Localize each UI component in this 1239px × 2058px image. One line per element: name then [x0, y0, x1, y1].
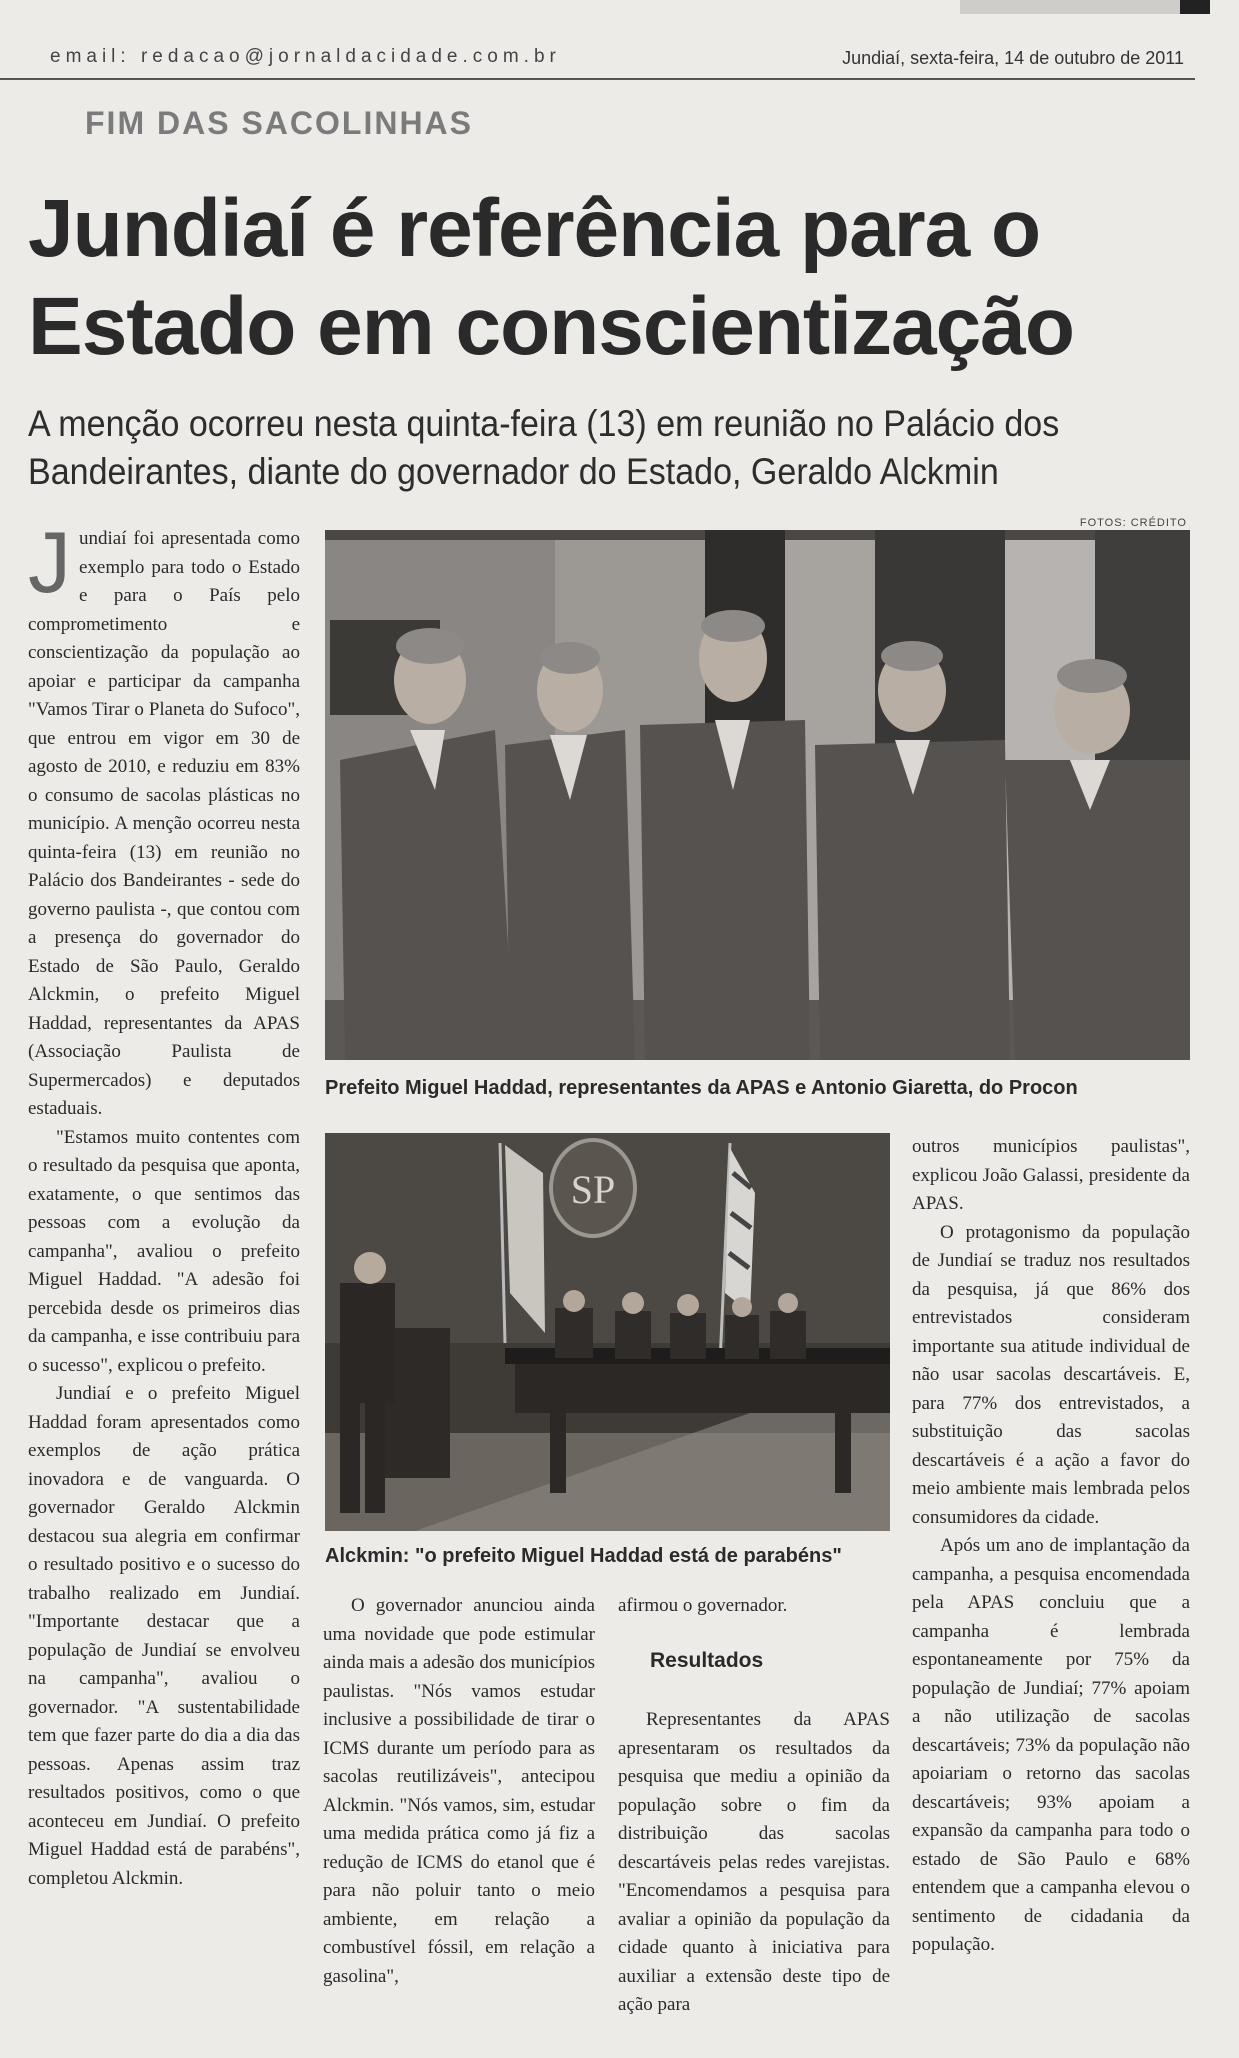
section-kicker: FIM DAS SACOLINHAS — [85, 105, 473, 141]
paragraph-2: "Estamos muito contentes com o resultado da pesquisa que aponta, exatamente, o que sentimos das pessoas com a evolução da campanha", avaliou o prefeito Miguel Haddad. "A adesão foi percebida desde os primeiros dias da campanha, e isse contribuiu para o sucesso", explicou o prefeito. — [28, 1126, 300, 1376]
paragraph-3: Jundiaí e o prefeito Miguel Haddad foram apresentados como exemplos de ação prática inovadora e de vanguarda. O governador Geraldo Alckmin destacou sua alegria em confirmar o resultado positivo e o sucesso do trabalho realizado em Jundiaí. "Importante destacar que a população de Jundiaí se envolveu na campanha", avaliou o governador. "A sustentabilidade tem que fazer parte do dia a dia das pessoas. Apenas assim traz resultados positivos, como o que aconteceu em Jundiaí. O prefeito Miguel Haddad está de parabéns", completou Alckmin. — [28, 1383, 300, 1889]
column-3 — [618, 1592, 890, 1621]
subheadline — [28, 400, 1086, 496]
photo-credit: FOTOS: CRÉDITO — [1079, 517, 1187, 529]
headline — [28, 180, 1178, 376]
paragraph-1: Jundiaí foi apresentada como exemplo para todo o Estado e para o País pelo comprometimento e conscientização da população ao apoiar e participar da campanha "Vamos Tirar o Planeta do Sufoco", que entrou em vigor em 30 de agosto de 2010, e reduziu em 83% o consumo de sacolas plásticas no município. A menção ocorreu nesta quinta-feira (13) em reunião no Palácio dos Bandeirantes - sede do governo paulista -, que contou com a presença do governador do Estado de São Paulo, Geraldo Alckmin, o prefeito Miguel Haddad, representantes da APAS (Associação Paulista de Supermercados) e deputados estaduais. — [28, 515, 300, 1119]
subheadline-line-2: Bandeirantes, diante do governador do Estado, Geraldo Alckmin — [28, 451, 999, 492]
column-1 — [28, 515, 300, 1893]
column-2 — [323, 1592, 595, 1991]
paragraph-5: afirmou o governador. — [618, 1595, 788, 1616]
meeting-photo — [325, 1133, 890, 1531]
paragraph-7: outros municípios paulistas", explicou João Galassi, presidente da APAS. — [912, 1136, 1190, 1214]
column-3-body — [618, 1706, 890, 2020]
photo-caption-1: Prefeito Miguel Haddad, representantes da APAS e Antonio Giaretta, do Procon — [325, 1077, 1078, 1099]
drop-cap: J — [28, 515, 71, 611]
sp-emblem-text: SP — [570, 1167, 616, 1212]
headline-line-2: Estado em conscientização — [28, 281, 1074, 372]
header-email: email: redacao@jornaldacidade.com.br — [50, 46, 561, 67]
photo-caption-2: Alckmin: "o prefeito Miguel Haddad está de parabéns" — [325, 1545, 842, 1567]
subheadline-line-1: A menção ocorreu nesta quinta-feira (13) em reunião no Palácio dos — [28, 403, 1060, 444]
column-4 — [912, 1133, 1190, 1960]
group-photo — [325, 530, 1190, 1060]
headline-line-1: Jundiaí é referência para o — [28, 183, 1041, 274]
paragraph-6: Representantes da APAS apresentaram os resultados da pesquisa que mediu a opinião da população sobre o fim da distribuição das sacolas descartáveis pelas redes varejistas. "Encomendamos a pesquisa para avaliar a opinião da população da cidade quanto à iniciativa para auxiliar a extensão deste tipo de ação para — [618, 1709, 890, 2015]
paragraph-9: Após um ano de implantação da campanha, a pesquisa encomendada pela APAS concluiu que a campanha é lembrada espontaneamente por 75% da população de Jundiaí; 77% apoiam a não utilização de sacolas descartáveis; 73% da população não apoiariam o retorno das sacolas descartáveis; 93% apoiam a expansão da campanha para todo o estado de São Paulo e 68% entendem que a campanha elevou o sentimento de cidadania da população. — [912, 1535, 1190, 1955]
paragraph-4: O governador anunciou ainda uma novidade que pode estimular ainda mais a adesão dos municípios paulistas. "Nós vamos estudar inclusive a possibilidade de tirar o ICMS durante um período para as sacolas reutilizáveis", antecipou Alckmin. "Nós vamos, sim, estudar uma medida prática como já fiz a redução de ICMS do etanol que é para não poluir tanto o meio ambiente, em relação a combustível fóssil, em relação a gasolina", — [323, 1595, 595, 1987]
section-heading-resultados: Resultados — [650, 1649, 764, 1672]
header-rule — [0, 78, 1195, 80]
group-photo-image — [325, 530, 1190, 1060]
page-number-tab — [960, 0, 1210, 14]
meeting-photo-image — [325, 1133, 890, 1531]
paragraph-8: O protagonismo da população de Jundiaí se traduz nos resultados da pesquisa, já que 86% dos entrevistados consideram importante sua atitude individual de não usar sacolas descartáveis. E, para 77% dos entrevistados, a substituição das sacolas descartáveis é a ação a favor do meio ambiente mais lembrada pelos consumidores da cidade. — [912, 1221, 1190, 1528]
header-dateline: Jundiaí, sexta-feira, 14 de outubro de 2011 — [842, 48, 1184, 68]
